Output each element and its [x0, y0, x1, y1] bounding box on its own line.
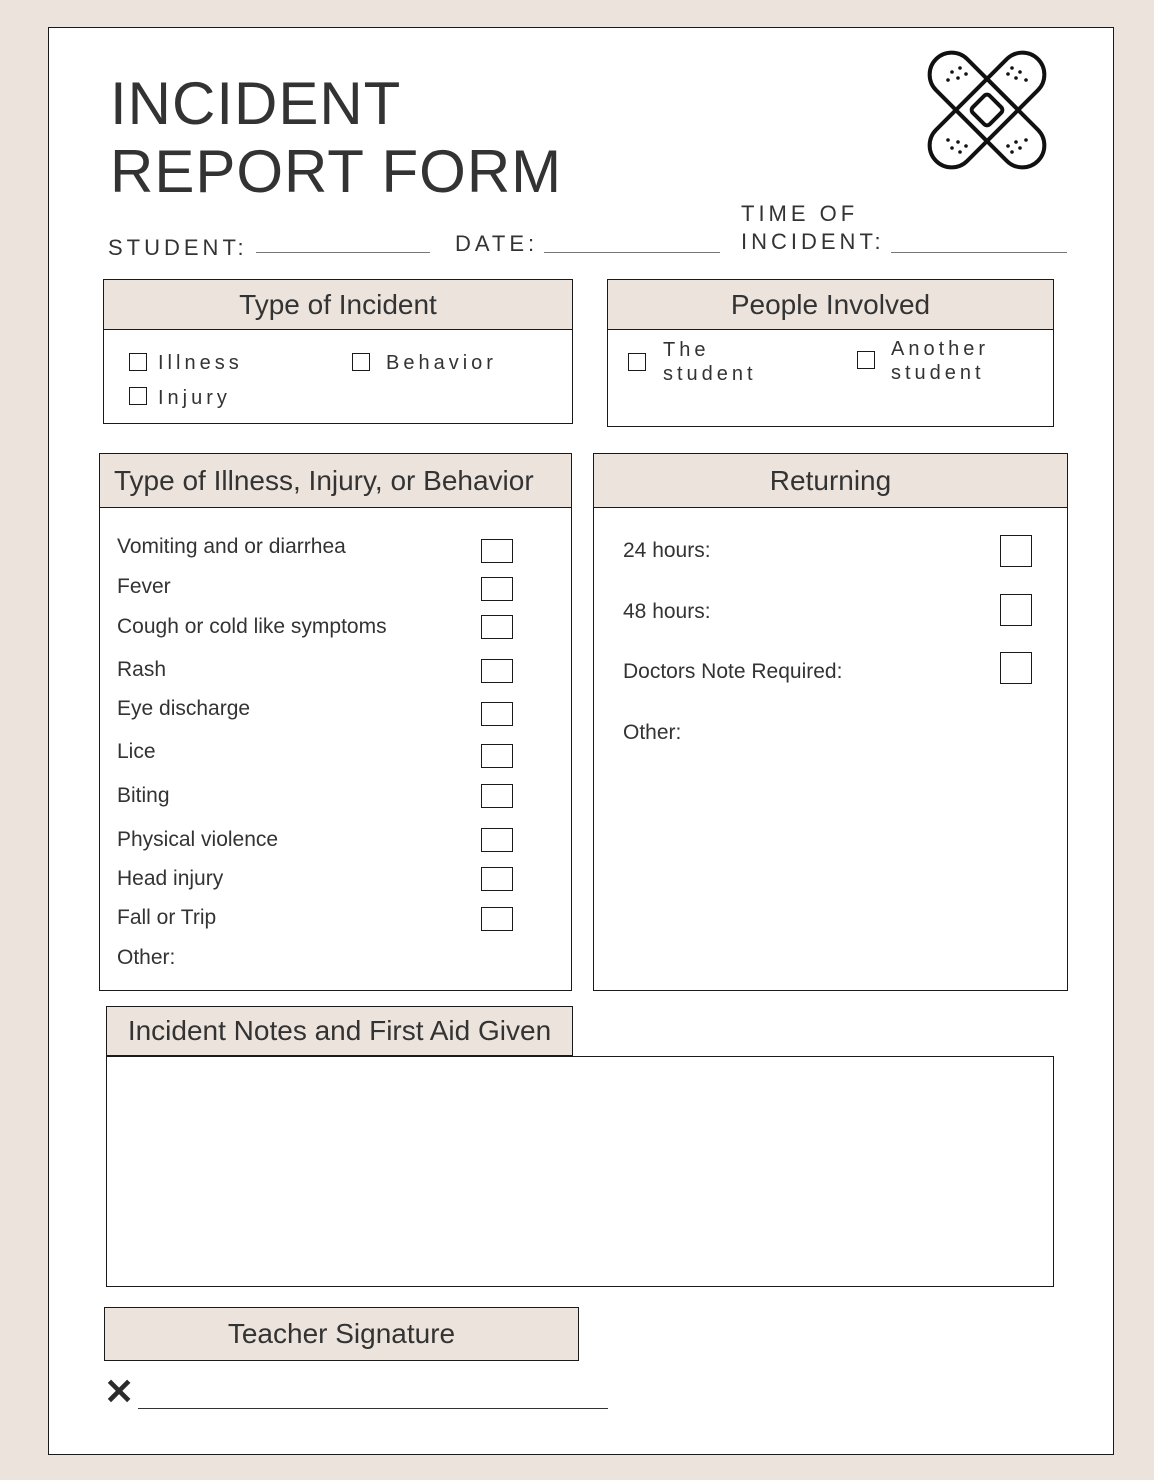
detail-item-label: Physical violence	[117, 828, 279, 851]
another-student-label-line-1: Another	[891, 338, 990, 360]
details-heading: Type of Illness, Injury, or Behavior	[99, 453, 572, 508]
detail-item-label: Biting	[117, 784, 170, 807]
time-field[interactable]	[891, 252, 1067, 253]
date-label: DATE:	[455, 231, 539, 256]
injury-label: Injury	[158, 387, 231, 409]
returning-other-label: Other:	[623, 721, 682, 744]
the-student-checkbox[interactable]	[628, 353, 646, 371]
detail-item-checkbox[interactable]	[481, 907, 513, 931]
detail-item-label: Lice	[117, 740, 156, 763]
behavior-label: Behavior	[386, 352, 497, 374]
title-line-2: REPORT FORM	[110, 138, 563, 205]
returning-checkbox[interactable]	[1000, 594, 1032, 626]
returning-item-label: 48 hours:	[623, 600, 711, 623]
detail-item-checkbox[interactable]	[481, 615, 513, 639]
signature-line[interactable]	[138, 1408, 608, 1409]
time-label-line-2: INCIDENT:	[741, 229, 885, 254]
detail-item-checkbox[interactable]	[481, 577, 513, 601]
type-of-incident-heading: Type of Incident	[103, 279, 573, 330]
another-student-label-line-2: student	[891, 362, 985, 384]
detail-item-label: Fever	[117, 575, 171, 598]
detail-item-checkbox[interactable]	[481, 744, 513, 768]
detail-item-checkbox[interactable]	[481, 867, 513, 891]
signature-x-icon: ✕	[104, 1371, 135, 1412]
detail-item-checkbox[interactable]	[481, 784, 513, 808]
returning-item-label: 24 hours:	[623, 539, 711, 562]
detail-item-checkbox[interactable]	[481, 539, 513, 563]
the-student-label-line-2: student	[663, 363, 757, 385]
signature-heading: Teacher Signature	[104, 1307, 579, 1361]
injury-checkbox[interactable]	[129, 387, 147, 405]
title-line-1: INCIDENT	[110, 70, 402, 137]
notes-textarea[interactable]	[106, 1056, 1054, 1287]
student-label: STUDENT:	[108, 235, 248, 260]
detail-item-label: Cough or cold like symptoms	[117, 615, 387, 638]
details-other-label: Other:	[117, 946, 176, 969]
detail-item-checkbox[interactable]	[481, 828, 513, 852]
returning-heading: Returning	[593, 453, 1068, 508]
time-label-line-1: TIME OF	[741, 201, 859, 226]
returning-item-label: Doctors Note Required:	[623, 660, 843, 683]
returning-checkbox[interactable]	[1000, 535, 1032, 567]
detail-item-label: Rash	[117, 658, 167, 681]
illness-checkbox[interactable]	[129, 353, 147, 371]
detail-item-checkbox[interactable]	[481, 702, 513, 726]
illness-label: Illness	[158, 352, 243, 374]
bandage-cross-icon	[922, 48, 1052, 173]
detail-item-label: Vomiting and or diarrhea	[117, 535, 346, 558]
returning-checkbox[interactable]	[1000, 652, 1032, 684]
detail-item-label: Fall or Trip	[117, 906, 217, 929]
student-field[interactable]	[256, 252, 430, 253]
notes-heading: Incident Notes and First Aid Given	[106, 1006, 573, 1056]
returning-box	[593, 506, 1068, 991]
detail-item-checkbox[interactable]	[481, 659, 513, 683]
the-student-label-line-1: The	[663, 339, 710, 361]
another-student-checkbox[interactable]	[857, 351, 875, 369]
date-field[interactable]	[544, 252, 720, 253]
detail-item-label: Head injury	[117, 867, 224, 890]
people-involved-heading: People Involved	[607, 279, 1054, 330]
behavior-checkbox[interactable]	[352, 353, 370, 371]
detail-item-label: Eye discharge	[117, 697, 251, 720]
